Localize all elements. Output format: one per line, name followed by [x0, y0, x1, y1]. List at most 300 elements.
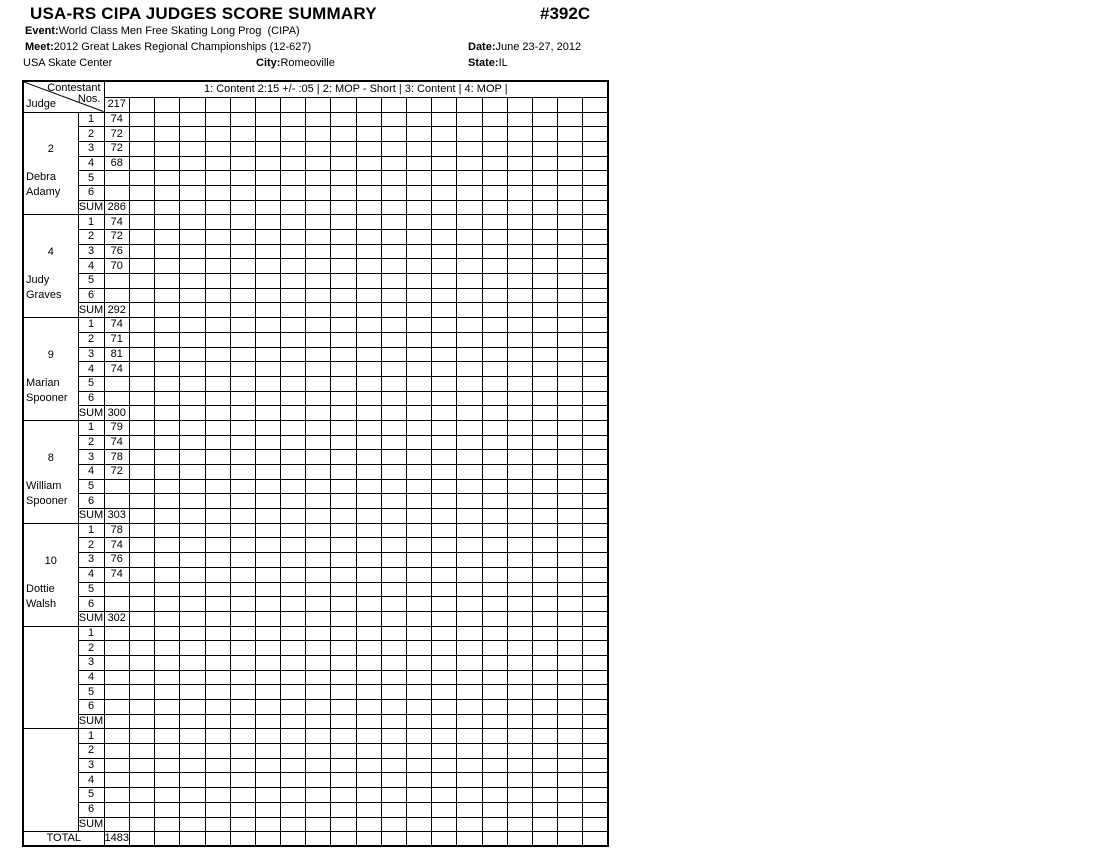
score-value-cell [381, 185, 406, 200]
contestant-number-empty [180, 97, 205, 112]
sum-value-cell [381, 303, 406, 318]
sum-value-cell [583, 406, 608, 421]
score-value-cell [205, 288, 230, 303]
score-value-cell [356, 788, 381, 803]
score-value-cell [381, 171, 406, 186]
score-value-cell [532, 127, 557, 142]
corner-nos-label: Nos. [77, 93, 101, 105]
score-row-label: 3 [78, 141, 104, 156]
score-value-cell [583, 274, 608, 289]
score-value-cell [583, 538, 608, 553]
sum-value-cell [381, 200, 406, 215]
score-value-cell [381, 523, 406, 538]
sum-value-cell [230, 406, 255, 421]
sum-value-cell [129, 714, 154, 729]
score-value-cell [180, 553, 205, 568]
score-value-cell [532, 655, 557, 670]
score-value-cell [306, 655, 331, 670]
score-value-cell [281, 700, 306, 715]
score-value-cell [583, 523, 608, 538]
score-value-cell [281, 553, 306, 568]
score-row-label: 6 [78, 288, 104, 303]
score-row-label: 1 [78, 523, 104, 538]
score-value-cell [558, 655, 583, 670]
score-value-cell [407, 435, 432, 450]
score-value-cell [558, 641, 583, 656]
judge-cell [23, 729, 78, 832]
score-value-cell [281, 171, 306, 186]
score-value-cell [432, 244, 457, 259]
score-value-cell [558, 700, 583, 715]
score-value-cell [331, 744, 356, 759]
score-row-label: 4 [78, 465, 104, 480]
score-value-cell [457, 582, 482, 597]
sum-value-cell [230, 200, 255, 215]
score-value-cell [558, 523, 583, 538]
sum-value-cell [457, 303, 482, 318]
score-value-cell [306, 230, 331, 245]
score-value-cell [407, 332, 432, 347]
score-value-cell [306, 597, 331, 612]
score-value-cell [507, 641, 532, 656]
score-value-cell [407, 185, 432, 200]
score-value-cell [129, 347, 154, 362]
score-value-cell [457, 655, 482, 670]
score-value-cell [532, 244, 557, 259]
score-value-cell [407, 567, 432, 582]
score-value-cell [281, 332, 306, 347]
score-value-cell [306, 376, 331, 391]
score-value-cell [205, 626, 230, 641]
score-value-cell [331, 288, 356, 303]
score-value-cell [205, 582, 230, 597]
score-value-cell [255, 362, 280, 377]
score-value-cell [457, 171, 482, 186]
score-value-cell [407, 420, 432, 435]
score-value-cell [281, 318, 306, 333]
score-value-cell [155, 494, 180, 509]
sum-value-cell [507, 817, 532, 832]
score-value-cell [230, 670, 255, 685]
score-value-cell [407, 230, 432, 245]
score-value-cell [129, 494, 154, 509]
score-value-cell [104, 773, 129, 788]
score-value-cell [180, 259, 205, 274]
score-value-cell [281, 156, 306, 171]
score-value-cell [306, 626, 331, 641]
score-value-cell [507, 391, 532, 406]
score-value-cell [482, 655, 507, 670]
score-value-cell [230, 494, 255, 509]
sum-value-cell [281, 303, 306, 318]
score-value-cell [432, 567, 457, 582]
score-value-cell [583, 655, 608, 670]
score-value-cell [507, 538, 532, 553]
score-value-cell [558, 479, 583, 494]
score-row-label: 6 [78, 391, 104, 406]
score-value-cell [180, 127, 205, 142]
score-value-cell [583, 288, 608, 303]
total-empty-cell [381, 832, 406, 846]
score-value-cell [482, 465, 507, 480]
score-value-cell [381, 244, 406, 259]
sum-value-cell [482, 817, 507, 832]
sum-value-cell [331, 509, 356, 524]
score-value-cell [407, 127, 432, 142]
score-value-cell [407, 758, 432, 773]
score-value-cell [255, 773, 280, 788]
sum-value-cell [255, 509, 280, 524]
score-value-cell [482, 582, 507, 597]
score-value-cell [558, 685, 583, 700]
score-row-label: 2 [78, 435, 104, 450]
score-value-cell [532, 700, 557, 715]
sum-value-cell [230, 817, 255, 832]
score-value-cell [583, 626, 608, 641]
score-value-cell [558, 244, 583, 259]
score-value-cell [583, 185, 608, 200]
score-value-cell [381, 347, 406, 362]
score-value-cell [230, 347, 255, 362]
score-value-cell [255, 670, 280, 685]
score-value-cell [281, 141, 306, 156]
score-value-cell [230, 773, 255, 788]
score-value-cell [205, 112, 230, 127]
score-value-cell [532, 582, 557, 597]
score-value-cell [129, 127, 154, 142]
contestant-number-empty [381, 97, 406, 112]
score-value-cell [507, 318, 532, 333]
score-value-cell [558, 376, 583, 391]
score-value-cell [432, 391, 457, 406]
score-value-cell [129, 538, 154, 553]
sum-value-cell [507, 509, 532, 524]
score-value-cell [306, 274, 331, 289]
score-value-cell [457, 376, 482, 391]
score-value-cell [482, 332, 507, 347]
score-value-cell [482, 538, 507, 553]
sum-value-cell [583, 303, 608, 318]
sum-value-cell [356, 611, 381, 626]
score-value-cell [281, 127, 306, 142]
score-row-label: 3 [78, 758, 104, 773]
score-value-cell [255, 347, 280, 362]
score-value-cell [255, 288, 280, 303]
total-empty-cell [331, 832, 356, 846]
score-value-cell [432, 259, 457, 274]
sum-value-cell [205, 406, 230, 421]
score-value-cell [230, 230, 255, 245]
score-value-cell [381, 391, 406, 406]
score-value-cell [432, 744, 457, 759]
score-value-cell [306, 112, 331, 127]
score-value-cell [507, 700, 532, 715]
score-value-cell [155, 626, 180, 641]
score-value-cell [281, 597, 306, 612]
score-value-cell [532, 288, 557, 303]
contestant-number-empty [281, 97, 306, 112]
score-value-cell [155, 391, 180, 406]
score-value-cell [558, 802, 583, 817]
score-value-cell [129, 259, 154, 274]
score-value-cell [129, 670, 154, 685]
score-value-cell [558, 171, 583, 186]
score-value-cell [381, 435, 406, 450]
score-value-cell [407, 597, 432, 612]
score-value-cell [482, 567, 507, 582]
sum-value-cell [155, 303, 180, 318]
score-value-cell [507, 802, 532, 817]
score-value-cell [205, 553, 230, 568]
page-title: USA-RS CIPA JUDGES SCORE SUMMARY [30, 4, 377, 23]
score-value-cell [306, 171, 331, 186]
score-value-cell [507, 435, 532, 450]
score-value-cell [482, 670, 507, 685]
score-value-cell [281, 567, 306, 582]
score-value-cell [432, 141, 457, 156]
score-value-cell [356, 259, 381, 274]
sum-value-cell [306, 200, 331, 215]
score-value-cell [281, 376, 306, 391]
score-value-cell [281, 391, 306, 406]
score-value-cell [129, 523, 154, 538]
score-value-cell [482, 597, 507, 612]
score-value-cell [255, 127, 280, 142]
score-value-cell [255, 685, 280, 700]
score-value-cell [104, 802, 129, 817]
score-value-cell [205, 802, 230, 817]
score-row-label: 5 [78, 582, 104, 597]
score-value-cell [507, 156, 532, 171]
score-value-cell [155, 641, 180, 656]
score-value-cell [457, 626, 482, 641]
score-value-cell [407, 700, 432, 715]
score-row-label: 5 [78, 171, 104, 186]
score-value-cell [230, 523, 255, 538]
sum-value-cell [507, 406, 532, 421]
score-value-cell [205, 215, 230, 230]
score-value-cell [331, 465, 356, 480]
score-value-cell [457, 802, 482, 817]
judge-number: 9 [47, 349, 54, 362]
sum-value-cell [407, 817, 432, 832]
score-value-cell [230, 685, 255, 700]
score-value-cell [205, 641, 230, 656]
score-value-cell [180, 347, 205, 362]
score-value-cell [180, 626, 205, 641]
score-value-cell [507, 744, 532, 759]
score-value-cell [356, 479, 381, 494]
total-empty-cell [457, 832, 482, 846]
judge-number: 8 [47, 451, 54, 464]
score-value-cell [457, 641, 482, 656]
score-value-cell [281, 112, 306, 127]
score-value-cell [356, 156, 381, 171]
score-value-cell [432, 318, 457, 333]
sum-value-cell [558, 611, 583, 626]
score-value-cell [104, 582, 129, 597]
score-row-label: 1 [78, 112, 104, 127]
score-value-cell [205, 391, 230, 406]
score-value-cell [255, 450, 280, 465]
score-value-cell [532, 332, 557, 347]
score-value-cell [583, 802, 608, 817]
score-value-cell [205, 700, 230, 715]
score-value-cell [230, 420, 255, 435]
score-value-cell [230, 597, 255, 612]
score-value-cell [356, 185, 381, 200]
score-value-cell [281, 788, 306, 803]
score-value-cell [457, 347, 482, 362]
score-value-cell [281, 523, 306, 538]
score-value-cell [255, 332, 280, 347]
score-value-cell [306, 685, 331, 700]
score-value-cell [129, 479, 154, 494]
score-value-cell [432, 127, 457, 142]
score-value-cell [306, 582, 331, 597]
score-value-cell [407, 685, 432, 700]
score-value-cell [180, 802, 205, 817]
sum-value-cell [457, 509, 482, 524]
score-value-cell [507, 670, 532, 685]
sum-value-cell [482, 509, 507, 524]
total-empty-cell [407, 832, 432, 846]
score-value-cell [230, 758, 255, 773]
score-value-cell [356, 347, 381, 362]
score-value-cell [407, 641, 432, 656]
score-value-cell [230, 553, 255, 568]
score-value-cell [356, 582, 381, 597]
score-value-cell [331, 435, 356, 450]
score-value-cell: 78 [104, 450, 129, 465]
score-value-cell [306, 215, 331, 230]
score-value-cell [356, 141, 381, 156]
score-value-cell [129, 376, 154, 391]
score-value-cell [180, 185, 205, 200]
total-empty-cell [155, 832, 180, 846]
sum-value-cell [432, 509, 457, 524]
score-value-cell [381, 758, 406, 773]
score-value-cell [255, 700, 280, 715]
score-value-cell [180, 318, 205, 333]
sum-value-cell [407, 611, 432, 626]
score-value-cell [331, 729, 356, 744]
score-value-cell [432, 450, 457, 465]
score-row-label: 2 [78, 538, 104, 553]
score-value-cell [407, 244, 432, 259]
score-value-cell [104, 729, 129, 744]
score-value-cell [104, 641, 129, 656]
score-row-label: 3 [78, 655, 104, 670]
score-value-cell [306, 744, 331, 759]
score-value-cell [381, 567, 406, 582]
score-row-label: 5 [78, 788, 104, 803]
score-value-cell [155, 215, 180, 230]
sum-value-cell [407, 509, 432, 524]
score-value-cell [381, 127, 406, 142]
score-value-cell [180, 538, 205, 553]
score-value-cell [356, 215, 381, 230]
score-value-cell [205, 597, 230, 612]
score-value-cell [381, 685, 406, 700]
score-value-cell [432, 362, 457, 377]
score-value-cell [356, 744, 381, 759]
score-value-cell [331, 567, 356, 582]
score-value-cell [155, 362, 180, 377]
score-value-cell [532, 744, 557, 759]
score-value-cell [432, 758, 457, 773]
score-value-cell [230, 700, 255, 715]
sum-value-cell [482, 200, 507, 215]
total-empty-cell [180, 832, 205, 846]
score-value-cell [381, 112, 406, 127]
sum-value-cell [129, 817, 154, 832]
score-value-cell [255, 553, 280, 568]
score-value-cell [205, 567, 230, 582]
score-value-cell [306, 362, 331, 377]
score-value-cell [306, 141, 331, 156]
score-value-cell [381, 582, 406, 597]
score-value-cell [356, 318, 381, 333]
score-value-cell [356, 391, 381, 406]
score-value-cell [532, 156, 557, 171]
score-value-cell [583, 362, 608, 377]
score-value-cell [255, 376, 280, 391]
score-value-cell [255, 788, 280, 803]
score-value-cell [482, 274, 507, 289]
score-value-cell [457, 450, 482, 465]
score-value-cell [129, 465, 154, 480]
sum-value-cell [407, 406, 432, 421]
corner-judge-label: Judge [26, 97, 56, 110]
score-value-cell [255, 744, 280, 759]
score-value-cell [356, 773, 381, 788]
score-value-cell [255, 465, 280, 480]
sum-value-cell [331, 303, 356, 318]
score-value-cell [205, 435, 230, 450]
sum-value-cell [532, 817, 557, 832]
score-value-cell [482, 215, 507, 230]
score-value-cell [331, 259, 356, 274]
score-value-cell [558, 773, 583, 788]
score-value-cell [306, 127, 331, 142]
sum-value-cell [583, 817, 608, 832]
sum-value-cell [180, 200, 205, 215]
score-value-cell [155, 171, 180, 186]
sum-value-cell [407, 303, 432, 318]
score-value-cell [255, 141, 280, 156]
sum-row-label: SUM [78, 406, 104, 419]
score-value-cell [331, 597, 356, 612]
score-value-cell [205, 347, 230, 362]
score-value-cell [532, 391, 557, 406]
score-value-cell [457, 420, 482, 435]
score-value-cell [381, 802, 406, 817]
score-row-label: 5 [78, 685, 104, 700]
judge-cell [23, 215, 78, 318]
score-value-cell [230, 332, 255, 347]
score-value-cell [331, 127, 356, 142]
score-value-cell [507, 773, 532, 788]
score-value-cell [331, 376, 356, 391]
score-value-cell [230, 376, 255, 391]
score-value-cell [381, 655, 406, 670]
score-value-cell [205, 156, 230, 171]
score-value-cell [583, 465, 608, 480]
score-value-cell [558, 185, 583, 200]
contestant-number-empty [155, 97, 180, 112]
score-value-cell [432, 788, 457, 803]
